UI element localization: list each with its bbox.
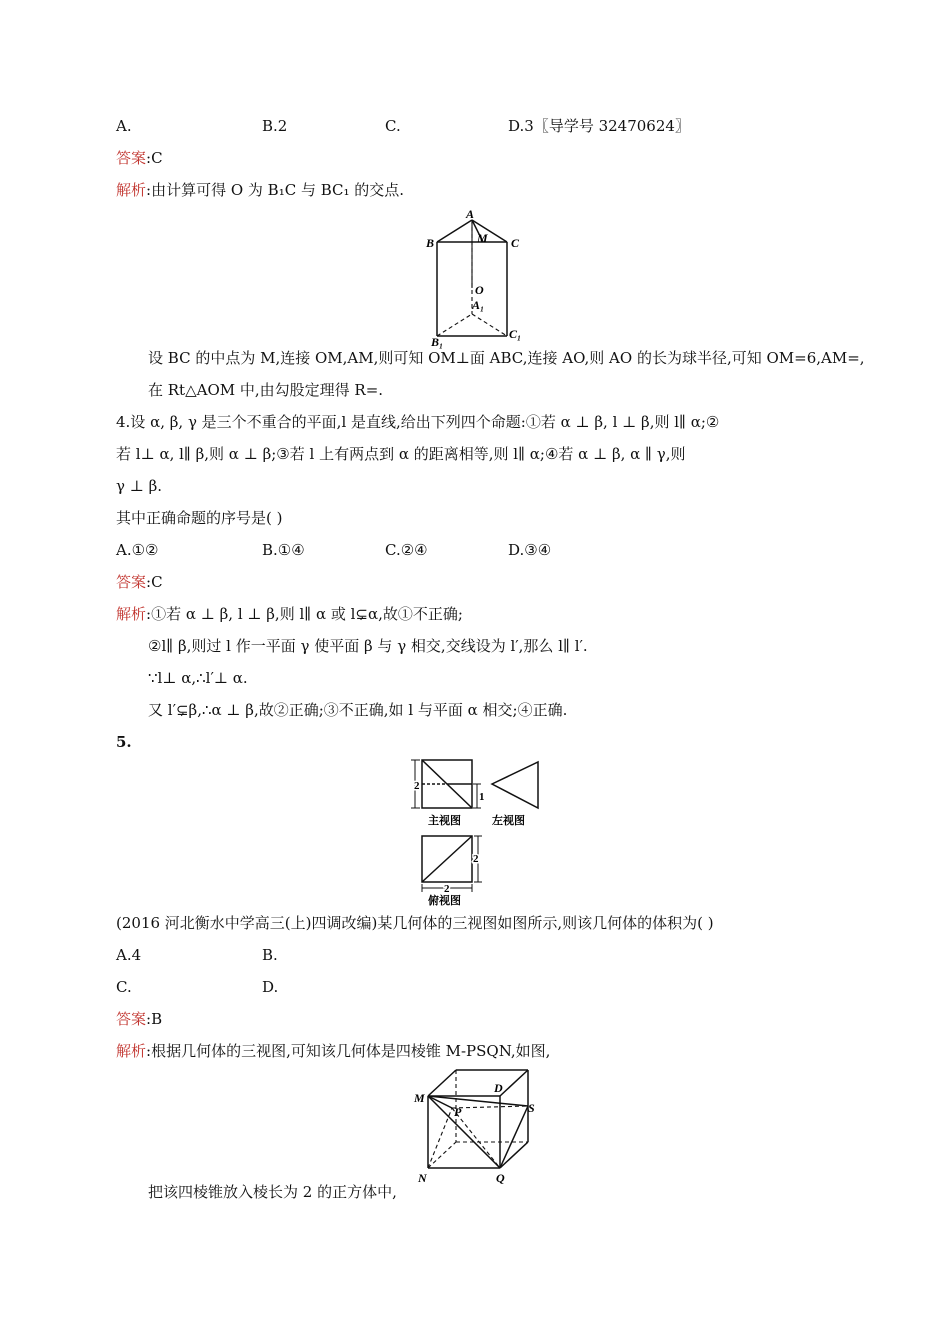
q3-analysis-line2: 在 Rt△AOM 中,由勾股定理得 R=. xyxy=(148,381,384,399)
prism-figure xyxy=(425,208,535,348)
dim-front-half: 1 xyxy=(479,791,485,803)
q4-analysis: 解析:①若 α ⊥ β, l ⊥ β,则 l∥ α 或 l⊊α,故①不正确; xyxy=(116,605,463,623)
q3-option-b: B.2 xyxy=(262,117,288,135)
q4-option-b: B.①④ xyxy=(262,541,305,559)
q5-stem: (2016 河北衡水中学高三(上)四调改编)某几何体的三视图如图所示,则该几何体的体积为( ) xyxy=(116,914,714,932)
q4-analysis-line3: ∵l⊥ α,∴l′⊥ α. xyxy=(148,669,248,687)
q5-option-a: A.4 xyxy=(116,946,142,964)
q4-analysis-line2: ②l∥ β,则过 l 作一平面 γ 使平面 β 与 γ 相交,交线设为 l′,那么 l∥ l′. xyxy=(148,637,588,655)
label-N: N xyxy=(418,1171,427,1185)
q3-analysis-line1: 设 BC 的中点为 M,连接 OM,AM,则可知 OM⊥面 ABC,连接 AO,则 AO 的长为球半径,可知 OM=6,AM=, xyxy=(148,349,865,367)
three-view-figure xyxy=(408,756,568,906)
label-P: P xyxy=(454,1105,462,1119)
label-A1: A₁ xyxy=(472,298,485,312)
dim-top-width: 2 xyxy=(444,883,450,895)
q3-option-a: A. xyxy=(116,117,132,135)
answer-label: 答案 xyxy=(116,1010,147,1028)
label-B1: B₁ xyxy=(431,335,444,349)
q3-ref-number: 〖导学号 32470624〗 xyxy=(533,117,690,135)
label-O: O xyxy=(475,283,484,297)
label-B: B xyxy=(426,236,435,250)
q5-analysis: 解析:根据几何体的三视图,可知该几何体是四棱锥 M-PSQN,如图, xyxy=(116,1042,551,1060)
label-C: C xyxy=(511,236,520,250)
caption-left-view: 左视图 xyxy=(492,814,525,827)
q4-analysis-line4: 又 l′⊊β,∴α ⊥ β,故②正确;③不正确,如 l 与平面 α 相交;④正确. xyxy=(148,701,568,719)
label-S: S xyxy=(528,1101,535,1115)
caption-top-view: 俯视图 xyxy=(428,894,461,907)
answer-label: 答案 xyxy=(116,573,147,591)
label-D: D xyxy=(494,1081,503,1095)
q5-number: 5. xyxy=(116,733,132,751)
dim-top-depth: 2 xyxy=(473,853,479,865)
q4-option-c: C.②④ xyxy=(385,541,428,559)
label-M: M xyxy=(477,231,488,245)
q4-option-d: D.③④ xyxy=(508,541,552,559)
q5-analysis-last: 把该四棱锥放入棱长为 2 的正方体中, xyxy=(148,1183,397,1201)
label-Q: Q xyxy=(496,1171,505,1185)
q3-option-d: D.3〖导学号 32470624〗 xyxy=(508,117,690,135)
caption-front-view: 主视图 xyxy=(428,814,461,827)
analysis-label: 解析 xyxy=(116,605,147,623)
label-A: A xyxy=(466,207,475,221)
q3-analysis: 解析:由计算可得 O 为 B₁C 与 BC₁ 的交点. xyxy=(116,181,405,199)
analysis-label: 解析 xyxy=(116,1042,147,1060)
q4-stem-line3: γ ⊥ β. xyxy=(116,477,163,495)
q5-option-b: B. xyxy=(262,946,278,964)
q4-stem-line2: 若 l⊥ α, l∥ β,则 α ⊥ β;③若 l 上有两点到 α 的距离相等,则 l∥ α;④若 α ⊥ β, α ∥ γ,则 xyxy=(116,445,686,463)
q4-answer: 答案:C xyxy=(116,573,163,591)
answer-label: 答案 xyxy=(116,149,147,167)
analysis-label: 解析 xyxy=(116,181,147,199)
q5-option-d: D. xyxy=(262,978,279,996)
q4-option-a: A.①② xyxy=(116,541,159,559)
cube-figure xyxy=(412,1064,562,1184)
q4-stem-line1: 4.设 α, β, γ 是三个不重合的平面,l 是直线,给出下列四个命题:①若 α ⊥ β, l ⊥ β,则 l∥ α;② xyxy=(116,413,720,431)
q5-answer: 答案:B xyxy=(116,1010,163,1028)
dim-front-height: 2 xyxy=(414,780,420,792)
q3-answer: 答案:C xyxy=(116,149,163,167)
label-C1: C₁ xyxy=(509,327,522,341)
q3-option-c: C. xyxy=(385,117,401,135)
q5-option-c: C. xyxy=(116,978,132,996)
label-M: M xyxy=(414,1091,425,1105)
q4-question: 其中正确命题的序号是( ) xyxy=(116,509,283,527)
